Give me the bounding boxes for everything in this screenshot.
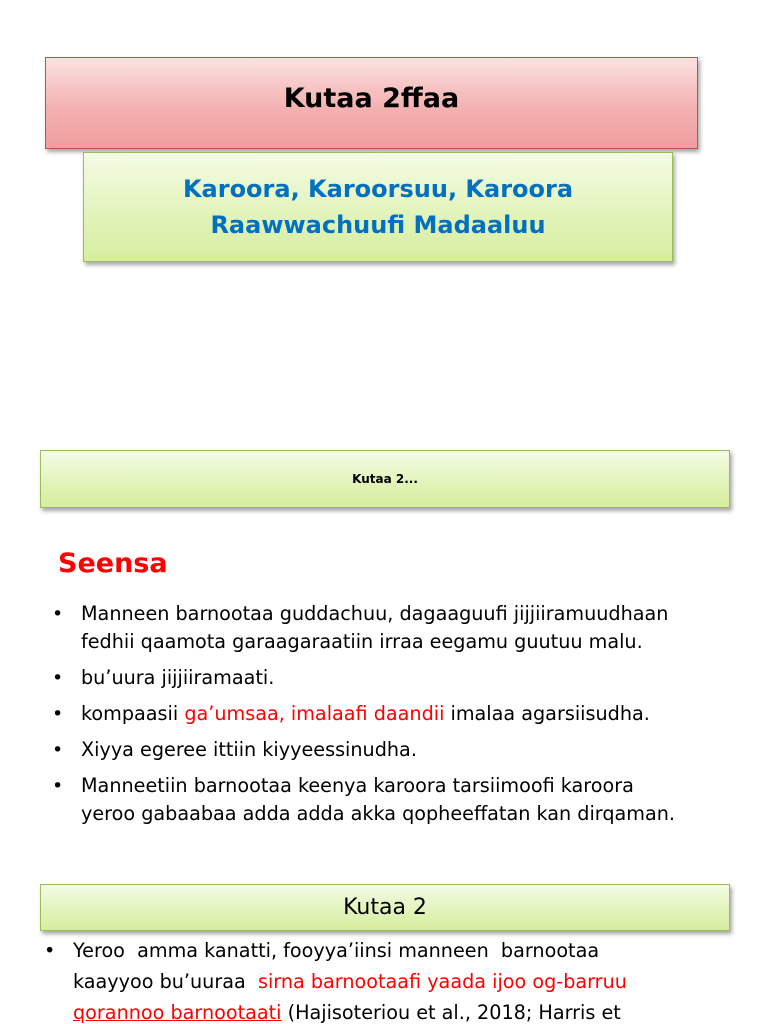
bullet-text-before: kompaasii: [81, 702, 185, 725]
slide1-title: Kutaa 2ffaa: [283, 82, 460, 114]
paragraph-line: [42, 997, 742, 1024]
paragraph-line: [42, 966, 742, 997]
slide2-bullet-list: [50, 600, 750, 836]
slide1-title-box: [45, 57, 698, 149]
bullet-item: [50, 664, 750, 692]
slide1-subtitle-line2: Raawwachuufi Madaaluu: [210, 211, 546, 239]
paragraph-line: [42, 935, 742, 966]
bullet-text-highlight: ga’umsaa, imalaafi daandii: [184, 702, 445, 725]
slide1-subtitle-box: [83, 152, 673, 262]
slide2-heading: Seensa: [58, 548, 168, 579]
paragraph-line2-highlight: sirna barnootaafi yaada ijoo og-barruu: [257, 970, 627, 993]
bullet-text: bu’uura jijjiiramaati.: [81, 666, 275, 689]
bullet-text-line1: Manneetiin barnootaa keenya karoora tarsiimoofi karoora: [81, 774, 634, 797]
paragraph-line1: Yeroo amma kanatti, fooyya’iinsi manneen barnootaa: [73, 939, 600, 962]
bullet-marker: •: [44, 939, 56, 962]
paragraph-line3-highlight: qorannoo barnootaati: [73, 1001, 282, 1024]
bullet-text-line2: yeroo gabaabaa adda adda akka qopheeffatan kan dirqaman.: [81, 802, 675, 825]
slide3-label: Kutaa 2: [343, 895, 427, 920]
bullet-item: [50, 700, 750, 728]
bullet-text-line2: fedhii qaamota garaagaraatiin irraa eegamu guutuu malu.: [81, 630, 643, 653]
slide3-paragraph: [42, 935, 742, 1024]
paragraph-line2-before: kaayyoo bu’uuraa: [73, 970, 258, 993]
slide1-subtitle: [183, 171, 573, 243]
slide1-subtitle-line1: Karoora, Karoorsuu, Karoora: [182, 175, 574, 203]
bullet-item: [50, 736, 750, 764]
bullet-text: Xiyya egeree ittiin kiyyeessinudha.: [81, 738, 417, 761]
bullet-item: [50, 772, 750, 828]
slide3-label-box: [40, 884, 730, 931]
slide2-label: Kutaa 2...: [352, 472, 418, 486]
bullet-text-after: imalaa agarsiisudha.: [444, 702, 650, 725]
bullet-text-line1: Manneen barnootaa guddachuu, dagaaguufi jijjiiramuudhaan: [81, 602, 669, 625]
bullet-item: [50, 600, 750, 656]
slide2-label-box: [40, 450, 730, 508]
paragraph-line3-after: (Hajisoteriou et al., 2018; Harris et: [281, 1001, 621, 1024]
